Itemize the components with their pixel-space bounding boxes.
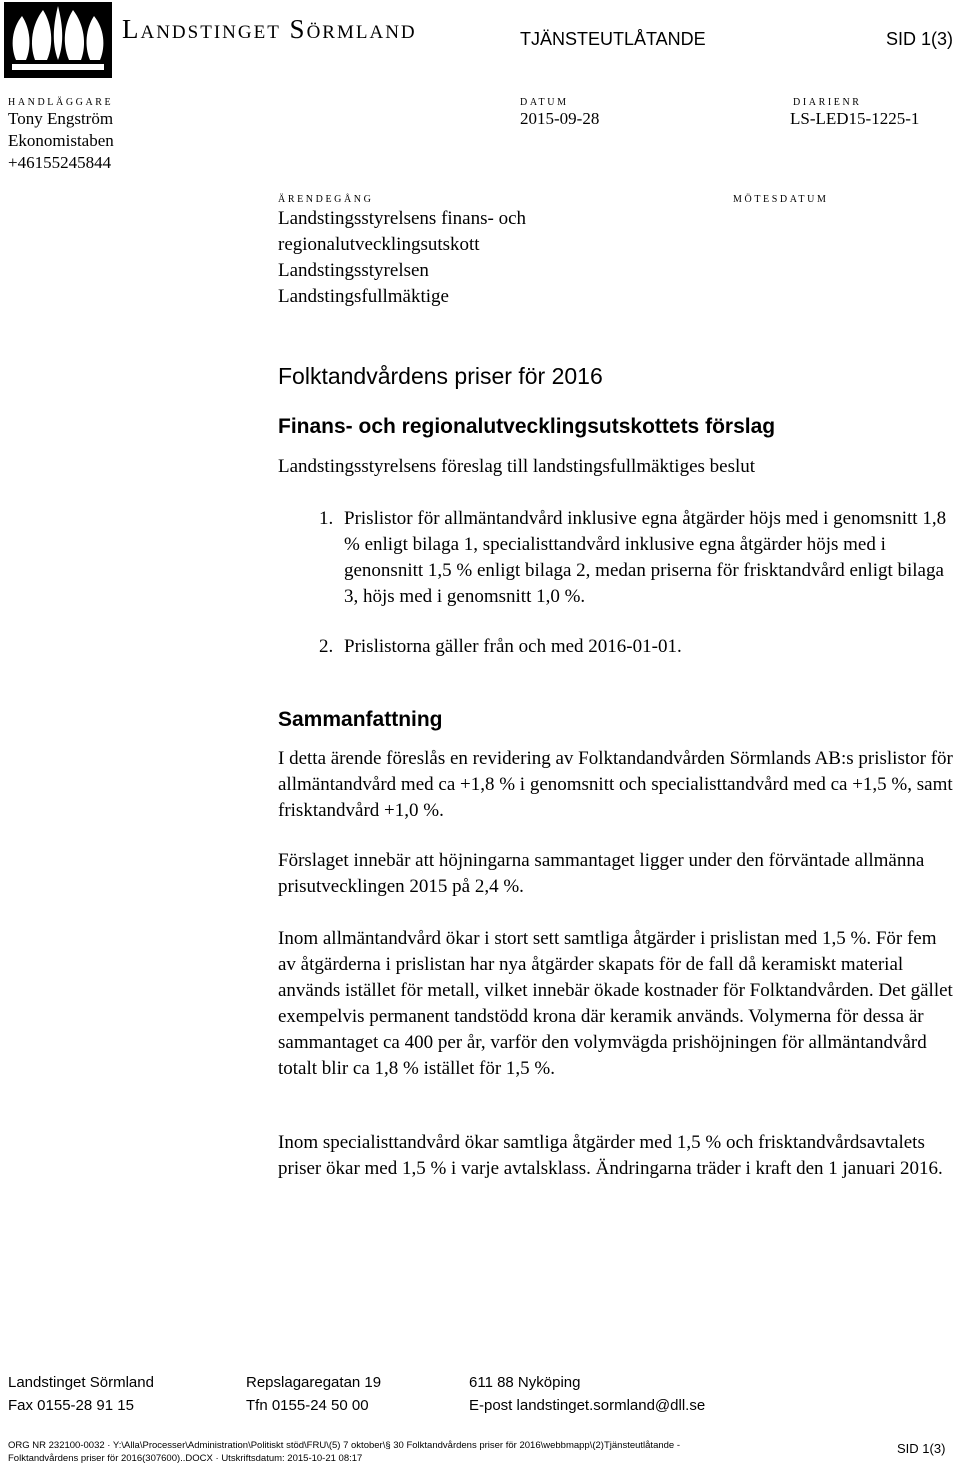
proposal-number: 2. bbox=[319, 636, 334, 657]
arendegang-line: Landstingsstyrelsens finans- och bbox=[278, 208, 527, 229]
handlaggare-unit: Ekonomistaben bbox=[8, 131, 114, 150]
datum-value: 2015-09-28 bbox=[520, 109, 600, 128]
summary-paragraph: Inom allmäntandvård ökar i stort sett samtliga åtgärder i prislistan med 1,5 %. För fem av åtgärderna i prislistan har nya åtgärder skapats för de fall då keramiskt material används istället för metall, vilket innebär ökade kostnader för Folktandvården. Det gället exempelvis permanent tandstödd krona där keramik används. Volymerna för dessa är sammantaget ca 400 per år, varför den volymvägda prishöjningen för allmäntandvård totalt blir ca 1,8 % istället för 1,5 %. bbox=[278, 928, 953, 1079]
proposal-text: Prislistor för allmäntandvård inklusive egna åtgärder höjs med i genomsnitt 1,8 % enligt bilaga 1, specialisttandvård inklusive egna åtgärder höjs med i genonsnitt 1,5 % enligt bilaga 2, medan priserna för frisktandvård enligt bilaga 3, höjs med i genomsnitt 1,0 %. bbox=[344, 508, 947, 607]
arendegang-line: Landstingsfullmäktige bbox=[278, 286, 449, 307]
arendegang-line: Landstingsstyrelsen bbox=[278, 260, 429, 281]
footer-org: Landstinget Sörmland bbox=[8, 1374, 154, 1391]
page-title: Folktandvårdens priser för 2016 bbox=[278, 363, 603, 389]
footer-reference-line: Folktandvårdens priser för 2016(307600)..DOCX · Utskriftsdatum: 2015-10-21 08:17 bbox=[8, 1453, 363, 1464]
org-name: Landstinget Sörmland bbox=[122, 14, 417, 44]
handlaggare-name: Tony Engström bbox=[8, 109, 114, 128]
footer-fax: Fax 0155-28 91 15 bbox=[8, 1397, 134, 1414]
summary-paragraph: Inom specialisttandvård ökar samtliga åtgärder med 1,5 % och frisktandvårdsavtalets priser ökar med 1,5 % i varje avtalsklass. Ändringarna träder i kraft den 1 januari 2016. bbox=[278, 1132, 943, 1179]
footer-phone: Tfn 0155-24 50 00 bbox=[246, 1397, 369, 1414]
footer-street: Repslagaregatan 19 bbox=[246, 1374, 382, 1391]
proposal-number: 1. bbox=[319, 508, 334, 529]
motesdatum-label: MÖTESDATUM bbox=[733, 194, 829, 205]
handlaggare-label: HANDLÄGGARE bbox=[8, 97, 114, 108]
summary-paragraph: Förslaget innebär att höjningarna sammantaget ligger under den förväntade allmänna prisutvecklingen 2015 på 2,4 %. bbox=[278, 850, 925, 897]
logo bbox=[4, 2, 112, 78]
footer-email: E-post landstinget.sormland@dll.se bbox=[469, 1397, 706, 1414]
diarienr-value: LS-LED15-1225-1 bbox=[790, 109, 920, 128]
proposal-intro: Landstingsstyrelsens föreslag till landstingsfullmäktiges beslut bbox=[278, 456, 756, 477]
logo-crown-icon bbox=[4, 2, 112, 78]
handlaggare-phone: +46155245844 bbox=[8, 153, 112, 172]
datum-label: DATUM bbox=[520, 97, 569, 108]
footer-city: 611 88 Nyköping bbox=[469, 1374, 581, 1391]
summary-paragraph: I detta ärende föreslås en revidering av Folktandandvården Sörmlands AB:s prislistor för allmäntandvård med ca +1,8 % i genomsnitt och specialisttandvård med ca +1,5 %, samt frisktandvård +1,0 %. bbox=[278, 748, 953, 821]
arendegang-line: regionalutvecklingsutskott bbox=[278, 234, 480, 255]
page-number: SID 1(3) bbox=[886, 29, 954, 49]
document-type: TJÄNSTEUTLÅTANDE bbox=[520, 29, 706, 49]
arendegang-label: ÄRENDEGÅNG bbox=[278, 194, 374, 205]
footer-page-number: SID 1(3) bbox=[897, 1441, 946, 1456]
footer-reference-line: ORG NR 232100-0032 · Y:\Alla\Processer\Administration\Politiskt stöd\FRU\(5) 7 oktober\§ 30 Folktandvårdens priser för 2016\webbmapp\(2)Tjänsteutlåtande - bbox=[8, 1440, 681, 1451]
subtitle: Finans- och regionalutvecklingsutskottets förslag bbox=[278, 415, 776, 438]
proposal-text: Prislistorna gäller från och med 2016-01-01. bbox=[344, 636, 682, 657]
diarienr-label: DIARIENR bbox=[793, 97, 862, 108]
summary-heading: Sammanfattning bbox=[278, 708, 443, 731]
